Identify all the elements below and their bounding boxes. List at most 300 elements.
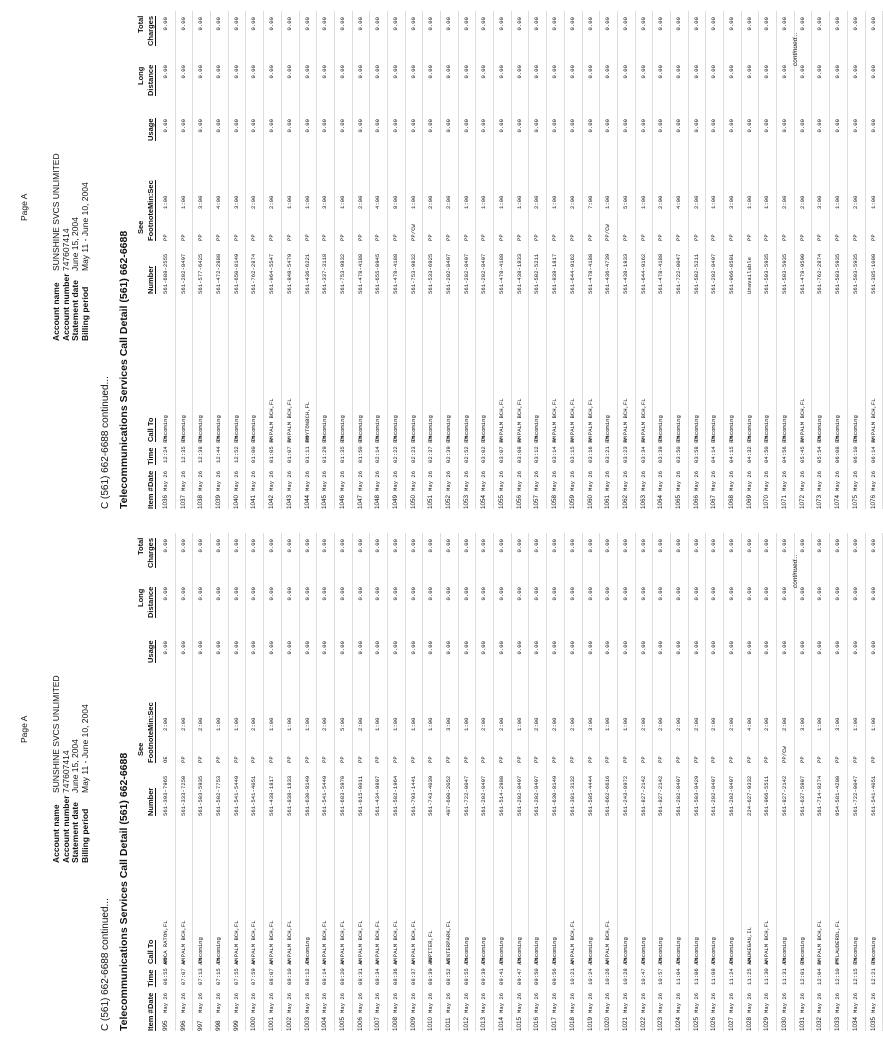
cell-call-to: Incoming (604, 415, 612, 442)
cell-total-charges: 0.00 (197, 17, 205, 31)
cell-item: 1053 (462, 494, 470, 509)
cell-date: May 26 (215, 992, 223, 1013)
cell-call-to: W PALM BCH,FL (268, 398, 276, 442)
table-row (812, 11, 830, 509)
cell-footnote: PP (427, 234, 435, 241)
cell-number: 561-478-4188 (391, 253, 399, 294)
cell-usage: 0.00 (639, 119, 647, 133)
cell-time: 07:07 AM (179, 958, 187, 985)
cell-time: 11:08 AM (710, 958, 718, 985)
cell-total-charges: 0.00 (197, 539, 205, 553)
cell-footnote: PP (639, 234, 647, 241)
table-row (529, 533, 547, 1031)
table-row (565, 533, 583, 1031)
cell-call-to: Incoming (409, 415, 417, 442)
cell-number: 561-202-8497 (674, 775, 682, 816)
cell-usage: 0.00 (515, 641, 523, 655)
cell-usage: 0.00 (427, 119, 435, 133)
cell-call-to: W PALM BCH,FL (586, 398, 594, 442)
cell-min-sec: 5:00 (338, 717, 346, 731)
cell-item: 1036 (162, 494, 169, 509)
cell-footnote: PP (391, 756, 399, 763)
billing-period-label: Billing period (79, 286, 90, 341)
account-name-label: Account name (51, 282, 61, 341)
cell-long-distance: 0.00 (621, 65, 629, 79)
cell-date: May 26 (445, 470, 452, 491)
cell-long-distance: 0.00 (834, 65, 842, 79)
cell-usage: 0.00 (851, 641, 859, 655)
cell-time: 01:50 PM (356, 436, 364, 463)
account-name: SUNSHINE SVCS UNLIMITED (51, 153, 61, 271)
table-row (724, 533, 742, 1031)
cell-footnote: PP (869, 234, 877, 241)
cell-long-distance: 0.00 (162, 587, 169, 601)
cell-long-distance: 0.00 (462, 65, 470, 79)
cell-date: May 26 (586, 470, 594, 491)
cell-time: 04:32 PM (745, 436, 753, 463)
cell-footnote: PP (162, 234, 169, 241)
cell-min-sec: 1:00 (409, 195, 417, 209)
cell-footnote: PP (338, 756, 346, 763)
cell-number: 561-438-1817 (268, 775, 276, 816)
cell-total-charges: 0.00 (763, 539, 771, 553)
cell-item: 1025 (692, 1016, 700, 1031)
page-label: Page A (19, 193, 29, 221)
cell-time: 12:04 PM (816, 958, 824, 985)
cell-long-distance: 0.00 (268, 65, 276, 79)
cell-long-distance: 0.00 (674, 65, 682, 79)
cell-item: 1046 (338, 494, 346, 509)
cell-total-charges: 0.00 (215, 17, 223, 31)
cell-date: May 26 (851, 992, 859, 1013)
cell-date: May 26 (745, 992, 753, 1013)
cell-usage: 0.00 (692, 641, 700, 655)
account-name-label: Account name (51, 804, 61, 863)
cell-footnote: PP (338, 234, 346, 241)
cell-date: May 26 (338, 992, 346, 1013)
cell-total-charges: 0.00 (268, 539, 276, 553)
cell-time: 12:44 PM (215, 436, 223, 463)
cell-date: May 26 (356, 992, 364, 1013)
cell-min-sec: 1:00 (604, 717, 612, 731)
cell-number: 561-848-5479 (285, 253, 293, 294)
cell-long-distance: 0.00 (728, 587, 735, 601)
cell-date: May 26 (781, 992, 789, 1013)
cell-total-charges: 0.00 (728, 539, 735, 553)
header-long: Long (136, 588, 145, 607)
cell-date: May 26 (816, 992, 824, 1013)
cell-total-charges: 0.00 (374, 539, 382, 553)
cell-date: May 26 (268, 992, 276, 1013)
cell-usage: 0.00 (710, 119, 718, 133)
cell-call-to: Incoming (215, 415, 223, 442)
cell-long-distance: 0.00 (374, 65, 382, 79)
billing-period-label: Billing period (79, 808, 90, 863)
table-row (300, 533, 318, 1031)
cell-min-sec: 5:00 (621, 195, 629, 209)
cell-total-charges: 0.00 (763, 17, 771, 31)
table-row (176, 11, 194, 509)
cell-item: 1052 (445, 494, 452, 509)
cell-item: 1013 (480, 1016, 488, 1031)
cell-number: 561-385-1008 (869, 253, 877, 294)
cell-call-to: Incoming (533, 937, 541, 964)
cell-number: 561-393-7965 (162, 775, 169, 816)
account-number-label: Account number (60, 273, 71, 341)
cell-time: 07:13 AM (197, 958, 205, 985)
cell-date: May 26 (285, 992, 293, 1013)
cell-date: May 26 (409, 470, 417, 491)
cell-total-charges: 0.00 (162, 539, 169, 553)
cell-min-sec: 1:00 (303, 717, 311, 731)
cell-long-distance: 0.00 (285, 587, 293, 601)
cell-footnote: PP (374, 234, 382, 241)
cell-usage: 0.00 (568, 119, 576, 133)
cell-date: May 26 (533, 470, 541, 491)
table-row (264, 533, 282, 1031)
cell-long-distance: 0.00 (798, 587, 806, 601)
cell-min-sec: 1:00 (551, 195, 559, 209)
cell-min-sec: 2:00 (710, 717, 718, 731)
header-date: Date (146, 470, 155, 487)
cell-date: May 26 (321, 992, 329, 1013)
cell-long-distance: 0.00 (285, 65, 293, 79)
cell-number: 561-478-4188 (498, 253, 506, 294)
cell-date: May 26 (674, 992, 682, 1013)
cell-total-charges: 0.00 (869, 17, 877, 31)
cell-number: 561-585-4444 (586, 775, 594, 816)
cell-long-distance: 0.00 (356, 65, 364, 79)
cell-usage: 0.00 (321, 641, 329, 655)
cell-date: May 26 (162, 992, 169, 1013)
cell-footnote: PP (462, 756, 470, 763)
section-title: Telecommunications Services Call Detail (561) 662-6688 (118, 230, 130, 509)
cell-call-to: Incoming (674, 937, 682, 964)
cell-number: Unavailable (745, 257, 753, 294)
cell-number: 561-503-5935 (834, 253, 842, 294)
cell-date: May 26 (179, 992, 187, 1013)
table-row (158, 11, 176, 509)
cell-date: May 26 (515, 992, 523, 1013)
cell-date: May 26 (250, 470, 258, 491)
cell-number: 561-662-6616 (604, 775, 612, 816)
cell-usage: 0.00 (498, 641, 506, 655)
cell-call-to: Incoming (763, 415, 771, 442)
table-row (335, 533, 353, 1031)
table-row (759, 11, 777, 509)
cell-call-to: Incoming (674, 415, 682, 442)
cell-item: 1055 (498, 494, 506, 509)
cell-usage: 0.00 (445, 641, 452, 655)
cell-call-to: Incoming (728, 415, 735, 442)
cell-date: May 26 (568, 470, 576, 491)
cell-item: 1008 (391, 1016, 399, 1031)
table-row (211, 11, 229, 509)
cell-footnote: OE (162, 756, 169, 763)
cell-call-to: W PALM BCH,FL (285, 398, 293, 442)
cell-total-charges: 0.00 (674, 539, 682, 553)
table-row (353, 533, 371, 1031)
cell-total-charges: 0.00 (409, 539, 417, 553)
cell-date: May 26 (763, 992, 771, 1013)
cell-total-charges: 0.00 (445, 539, 452, 553)
cell-item: 1021 (621, 1016, 629, 1031)
table-row (742, 11, 760, 509)
table-row (565, 11, 583, 509)
cell-footnote: PP (816, 756, 824, 763)
cell-footnote: PP (551, 756, 559, 763)
cell-time: 02:14 PM (374, 436, 382, 463)
table-row (193, 11, 211, 509)
cell-number: 561-541-4051 (869, 775, 877, 816)
cell-total-charges: 0.00 (250, 539, 258, 553)
cell-number: 561-502-5211 (533, 253, 541, 294)
cell-total-charges: 0.00 (391, 539, 399, 553)
cell-total-charges: 0.00 (781, 17, 789, 31)
cell-footnote: PP (250, 234, 258, 241)
cell-usage: 0.00 (391, 641, 399, 655)
cell-call-to: W PALM BCH,FL (391, 920, 399, 964)
cell-min-sec: 1:00 (515, 717, 523, 731)
cell-long-distance: 0.00 (515, 587, 523, 601)
cell-time: 02:39 PM (445, 436, 452, 463)
cell-call-to: W PALM BCH,FL (551, 398, 559, 442)
cell-total-charges: 0.00 (498, 539, 506, 553)
cell-call-to: Incoming (480, 415, 488, 442)
account-name: SUNSHINE SVCS UNLIMITED (51, 675, 61, 793)
cell-total-charges: 0.00 (798, 539, 806, 553)
cell-time: 04:56 PM (781, 436, 789, 463)
cell-date: May 26 (321, 470, 329, 491)
table-row (317, 11, 335, 509)
cell-number: 561-714-8274 (816, 775, 824, 816)
header-call-to: Call To (146, 417, 155, 442)
cell-date: May 26 (869, 992, 877, 1013)
cell-call-to: Incoming (621, 937, 629, 964)
cell-time: 08:52 AM (445, 958, 452, 985)
cell-long-distance: 0.00 (356, 587, 364, 601)
cell-date: May 26 (374, 470, 382, 491)
cell-call-to: Incoming (851, 937, 859, 964)
cell-long-distance: 0.00 (515, 65, 523, 79)
cell-total-charges: 0.00 (692, 539, 700, 553)
cell-long-distance: 0.00 (604, 65, 612, 79)
cell-footnote: PP (533, 234, 541, 241)
cell-min-sec: 4:00 (215, 195, 223, 209)
cell-number: 561-722-0047 (674, 253, 682, 294)
cell-long-distance: 0.00 (232, 587, 240, 601)
cell-call-to: Incoming (462, 937, 470, 964)
table-row (706, 533, 724, 1031)
table-row (406, 11, 424, 509)
cell-long-distance: 0.00 (710, 587, 718, 601)
table-row (282, 533, 300, 1031)
cell-number: 561-630-8149 (551, 775, 559, 816)
cell-item: 1067 (710, 494, 718, 509)
cell-footnote: PP (285, 234, 293, 241)
cell-min-sec: 1:00 (710, 195, 718, 209)
cell-item: 1014 (498, 1016, 506, 1031)
cell-usage: 0.00 (533, 119, 541, 133)
cell-usage: 0.00 (303, 641, 311, 655)
cell-usage: 0.00 (586, 119, 594, 133)
cell-item: 1040 (232, 494, 240, 509)
cell-min-sec: 2:00 (851, 195, 859, 209)
cell-number: 561-503-5935 (763, 253, 771, 294)
cell-footnote: PP (427, 756, 435, 763)
cell-total-charges: 0.00 (869, 539, 877, 553)
cell-call-to: W PALM BCH,FL (250, 920, 258, 964)
cell-number: 561-478-4188 (356, 253, 364, 294)
cell-long-distance: 0.00 (232, 65, 240, 79)
table-row (618, 533, 636, 1031)
table-row (529, 11, 547, 509)
cell-call-to: W PALM BCH,FL (285, 920, 293, 964)
cell-long-distance: 0.00 (250, 65, 258, 79)
cell-usage: 0.00 (763, 641, 771, 655)
cell-item: 1016 (533, 1016, 541, 1031)
cell-total-charges: 0.00 (568, 17, 576, 31)
cell-usage: 0.00 (179, 641, 187, 655)
cell-min-sec: 2:00 (445, 195, 452, 209)
cell-footnote: PP (621, 234, 629, 241)
cell-footnote: PP (834, 234, 842, 241)
cell-footnote: PP (480, 234, 488, 241)
cell-time: 12:24 PM (162, 436, 169, 463)
cell-date: May 26 (763, 470, 771, 491)
cell-time: 01:07 PM (285, 436, 293, 463)
cell-number: 561-964-5547 (268, 253, 276, 294)
cell-number: 954-581-4200 (834, 775, 842, 816)
table-row (777, 11, 795, 509)
cell-min-sec: 2:00 (674, 717, 682, 731)
cell-min-sec: 2:00 (356, 717, 364, 731)
table-row (229, 533, 247, 1031)
cell-long-distance: 0.00 (834, 587, 842, 601)
cell-date: May 26 (834, 470, 842, 491)
cell-footnote: PP (621, 756, 629, 763)
cell-call-to: Incoming (710, 415, 718, 442)
cell-call-to: Incoming (834, 415, 842, 442)
cell-long-distance: 0.00 (427, 65, 435, 79)
cell-total-charges: 0.00 (232, 539, 240, 553)
cell-usage: 0.00 (533, 641, 541, 655)
cell-footnote: PP (745, 234, 753, 241)
cell-min-sec: 1:00 (268, 717, 276, 731)
cell-time: 04:14 PM (710, 436, 718, 463)
cell-usage: 0.00 (674, 641, 682, 655)
table-row (353, 11, 371, 509)
cell-time: 09:50 AM (533, 958, 541, 985)
cell-total-charges: 0.00 (409, 17, 417, 31)
cell-time: 03:14 PM (551, 436, 559, 463)
cell-number: 561-502-7753 (215, 775, 223, 816)
table-row (246, 533, 264, 1031)
table-row (600, 11, 618, 509)
cell-long-distance: 0.00 (586, 587, 594, 601)
table-row (264, 11, 282, 509)
cell-min-sec: 1:00 (462, 195, 470, 209)
cell-footnote: PP (745, 756, 753, 763)
cell-footnote: PP (409, 756, 417, 763)
cell-call-to: Incoming (657, 415, 665, 442)
cell-usage: 0.00 (462, 641, 470, 655)
cell-number: 561-436-4739 (604, 253, 612, 294)
cell-usage: 0.00 (781, 641, 789, 655)
cell-item: 1057 (533, 494, 541, 509)
cell-time: 12:15 PM (851, 958, 859, 985)
cell-time: 12:38 PM (197, 436, 205, 463)
cell-item: 1001 (268, 1016, 276, 1031)
cell-call-to: Incoming (533, 415, 541, 442)
cell-usage: 0.00 (409, 119, 417, 133)
cell-time: 05:54 PM (816, 436, 824, 463)
cell-usage: 0.00 (745, 641, 753, 655)
table-row (246, 11, 264, 509)
cell-total-charges: 0.00 (657, 539, 665, 553)
cell-date: May 26 (462, 992, 470, 1013)
cell-min-sec: 4:00 (374, 195, 382, 209)
cell-call-to: Incoming (250, 415, 258, 442)
cell-call-to: BOYTONBCH,FL (303, 401, 311, 442)
header-long: Long (136, 66, 145, 85)
table-row (830, 533, 848, 1031)
cell-time: 11:25 AM (745, 958, 753, 985)
cell-time: 08:34 AM (374, 958, 382, 985)
table-row (583, 11, 601, 509)
cell-call-to: Incoming (162, 415, 169, 442)
statement-date-label: Statement date (70, 280, 80, 341)
cell-total-charges: 0.00 (338, 17, 346, 31)
cell-item: 1047 (356, 494, 364, 509)
cell-long-distance: 0.00 (657, 587, 665, 601)
cell-time: 09:41 AM (498, 958, 506, 985)
cell-footnote: PP (657, 756, 665, 763)
cell-total-charges: 0.00 (215, 539, 223, 553)
cell-date: May 26 (586, 992, 594, 1013)
cell-number: 561-827-2142 (781, 775, 789, 816)
cell-usage: 0.00 (356, 641, 364, 655)
cell-time: 02:52 PM (462, 436, 470, 463)
table-row (476, 11, 494, 509)
cell-min-sec: 8:00 (391, 195, 399, 209)
cell-long-distance: 0.00 (869, 587, 877, 601)
table-row (300, 11, 318, 509)
cell-footnote: PP (462, 234, 470, 241)
cell-date: May 26 (268, 470, 276, 491)
cell-number: 561-503-5935 (851, 253, 859, 294)
header-usage: Usage (146, 118, 155, 141)
cell-usage: 0.00 (568, 641, 576, 655)
cell-total-charges: 0.00 (462, 17, 470, 31)
cell-total-charges: 0.00 (551, 539, 559, 553)
cell-usage: 0.00 (692, 119, 700, 133)
cell-usage: 0.00 (232, 641, 240, 655)
cell-usage: 0.00 (798, 119, 806, 133)
cell-usage: 0.00 (763, 119, 771, 133)
table-header (134, 533, 156, 1031)
table-row (512, 11, 530, 509)
cell-long-distance: 0.00 (816, 587, 824, 601)
cell-usage: 0.00 (197, 119, 205, 133)
cell-number: 561-337-3118 (321, 253, 329, 294)
cell-date: May 26 (427, 992, 435, 1013)
cell-time: 10:57 AM (657, 958, 665, 985)
cell-call-to: W PALM BCH,FL (568, 398, 576, 442)
cell-time: 08:14 AM (321, 958, 329, 985)
cell-number: 561-541-5449 (232, 775, 240, 816)
header-number: Number (146, 265, 155, 294)
